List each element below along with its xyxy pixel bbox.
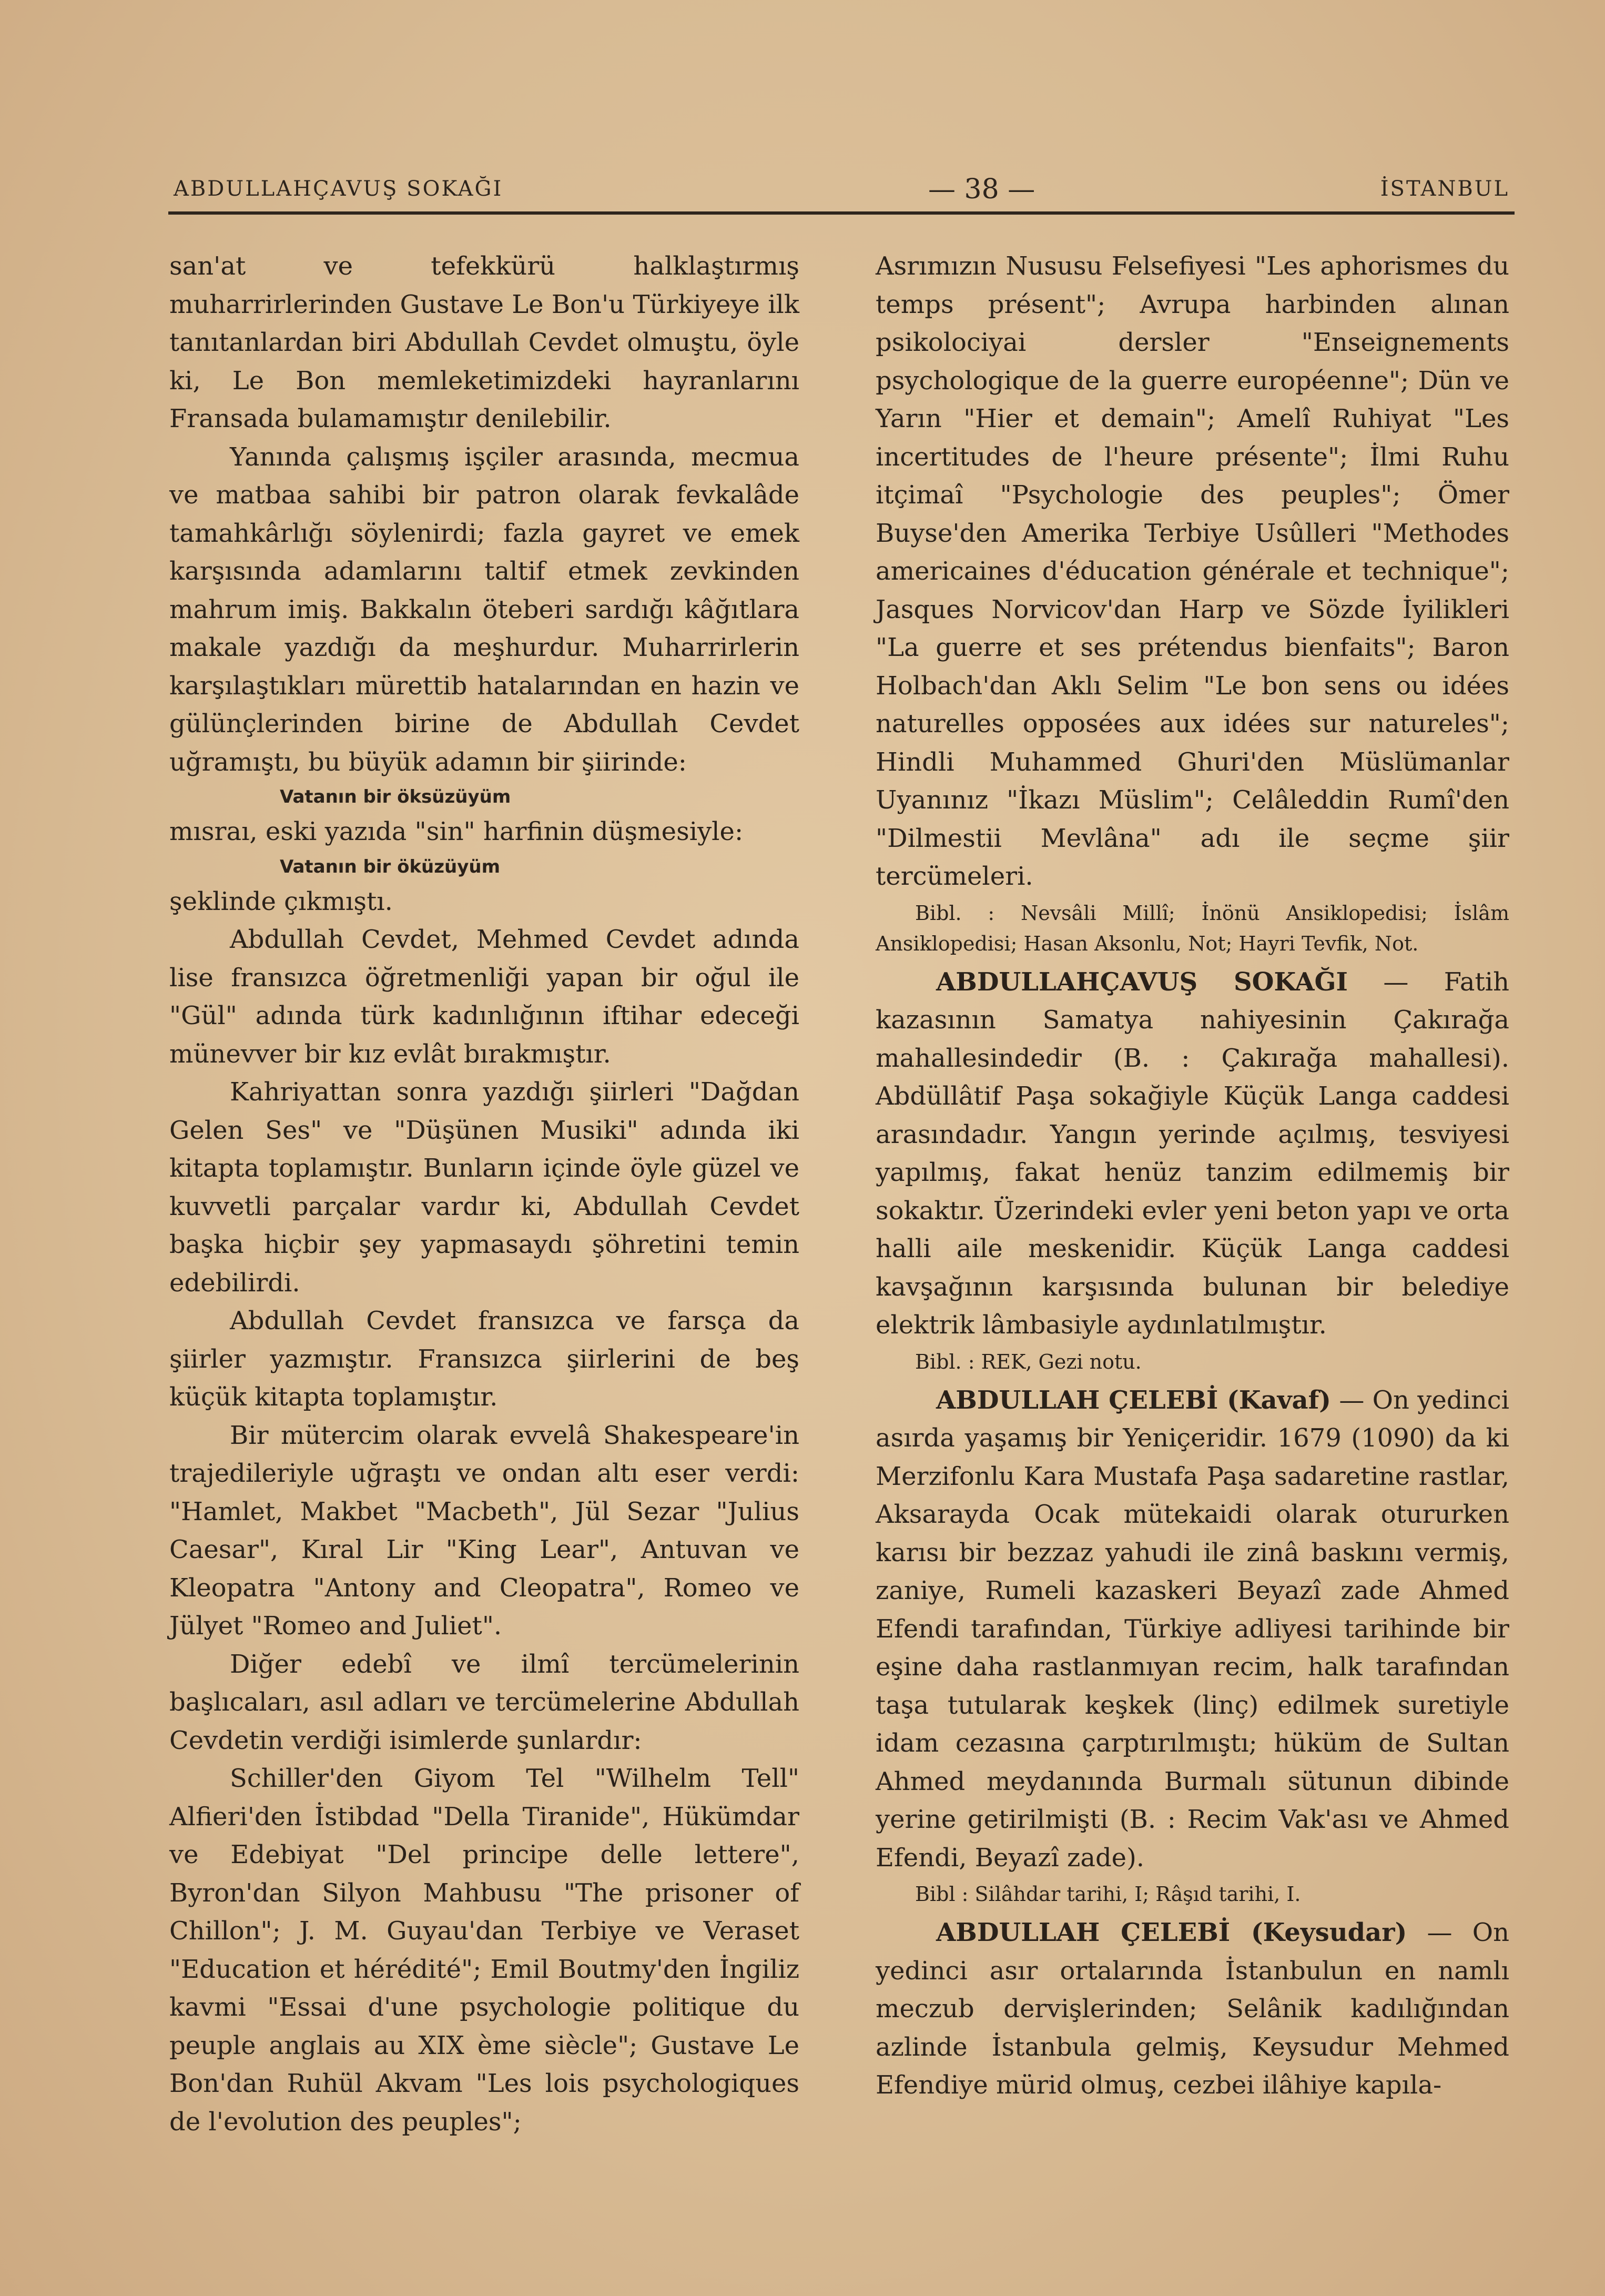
verse-line: Vatanın bir öküzüyüm [280, 856, 501, 877]
paragraph: mısraı, eski yazıda "sin" harfinin düşmesiyle: [169, 817, 744, 846]
entry-abdullah-celebi-keysudar [876, 1914, 1509, 2105]
entry-text: — Fatih kazasının Samatya nahiyesinin Çakırağa mahallesindedir (B. : Çakırağa mahallesi). Abdüllâtif Paşa sokağiyle Küçük Langa caddesi arasındadır. Yangın yerinde açılmış, tesviyesi yapılmış, fakat henüz tanzim edilmemiş bir sokaktır. Üzerindeki evler yeni beton yapı ve orta halli aile meskenidir. Küçük Langa caddesi kavşağının karşısında bulunan bir belediye elektrik lâmbasiyle aydınlatılmıştır. [876, 967, 1510, 1340]
section-title: İSTANBUL [1380, 177, 1509, 201]
paragraph: Abdullah Cevdet fransızca ve farsça da şiirler yazmıştır. Fransızca şiirlerini de beş küçük kitapta toplamıştır. [169, 1306, 799, 1412]
entry-heading: ABDULLAHÇAVUŞ SOKAĞI [936, 967, 1348, 997]
right-column [876, 247, 1509, 2105]
paragraph: Kahriyattan sonra yazdığı şiirleri "Dağdan Gelen Ses" ve "Düşünen Musiki" adında iki kitapta toplamıştır. Bunların içinde öyle güzel ve kuvvetli parçalar vardır ki, Abdullah Cevdet başka hiçbir şey yapmasaydı şöhretini temin edebilirdi. [169, 1077, 799, 1298]
paragraph: Schiller'den Giyom Tel "Wilhelm Tell" Alfieri'den İstibdad "Della Tiranide", Hükümdar ve Edebiyat "Del principe delle lettere", Byron'dan Silyon Mahbusu "The prisoner of Chillon"; J. M. Guyau'dan Terbiye ve Veraset "Education et hérédité"; Emil Boutmy'den İngiliz kavmi "Essai d'une psychologie politique du peuple anglais au XIX ème siècle"; Gustave Le Bon'dan Ruhül Akvam "Les lois psychologiques de l'evolution des peuples"; [169, 1764, 799, 2137]
header-rule [168, 211, 1515, 215]
bibliography: Bibl. : Nevsâli Millî; İnönü Ansiklopedisi; İslâm Ansiklopedisi; Hasan Aksonlu, Not; Hayri Tevfik, Not. [876, 901, 1509, 955]
paragraph: şeklinde çıkmıştı. [169, 886, 393, 916]
bibliography: Bibl : Silâhdar tarihi, I; Râşıd tarihi, I. [915, 1883, 1301, 1906]
entry-heading: ABDULLAH ÇELEBİ (Kavaf) [936, 1385, 1331, 1415]
paragraph: Diğer edebî ve ilmî tercümelerinin başlıcaları, asıl adları ve tercümelerine Abdullah Cevdetin verdiği isimlerde şunlardır: [169, 1649, 799, 1755]
paragraph: san'at ve tefekkürü halklaştırmış muharrirlerinden Gustave Le Bon'u Türkiyeye ilk tanıtanlardan biri Abdullah Cevdet olmuştu, öyle ki, Le Bon memleketimizdeki hayranlarını Fransada bulamamıştır denilebilir. [169, 251, 799, 433]
paragraph: Yanında çalışmış işçiler arasında, mecmua ve matbaa sahibi bir patron olarak fevkalâde tamahkârlığı söylenirdi; fazla gayret ve emek karşısında adamlarını taltif etmek zevkinden mahrum imiş. Bakkalın öteberi sardığı kâğıtlara makale yazdığı da meşhurdur. Muharrirlerin karşılaştıkları mürettib hatalarından en hazin ve gülünçlerinden birine de Abdullah Cevdet uğramıştı, bu büyük adamın bir şiirinde: [169, 442, 799, 777]
bibliography: Bibl. : REK, Gezi notu. [915, 1350, 1142, 1373]
entry-text: — On yedinci asırda yaşamış bir Yeniçeridir. 1679 (1090) da ki Merzifonlu Kara Mustafa Paşa sadaretine rastlar, Aksarayda Ocak mütekaidi olarak otururken karısı bir bezzaz yahudi ile zinâ baskını vermiş, zaniye, Rumeli kazaskeri Beyazî zade Ahmed Efendi tarafından, Türkiye adliyesi tarihinde bir eşine daha rastlanmıyan recim, halk tarafından taşa tutularak keşkek (linç) edilmek suretiyle idam cezasına çarptırılmıştı; hüküm de Sultan Ahmed meydanında Burmalı sütunun dibinde yerine getirilmişti (B. : Recim Vak'ası ve Ahmed Efendi, Beyazî zade). [876, 1385, 1510, 1873]
paragraph: Asrımızın Nususu Felsefiyesi "Les aphorismes du temps présent"; Avrupa harbinden alınan psikolociyai dersler "Enseignements psychologique de la guerre européenne"; Dün ve Yarın "Hier et demain"; Amelî Ruhiyat "Les incertitudes de l'heure présente"; İlmi Ruhu itçimaî "Psychologie des peuples"; Ömer Buyse'den Amerika Terbiye Usûlleri "Methodes americaines d'éducation générale et technique"; Jasques Norvicov'dan Harp ve Sözde İyilikleri "La guerre et ses prétendus bienfaits"; Baron Holbach'dan Aklı Selim "Le bon sens ou idées naturelles opposées aux idées sur natureles"; Hindli Muhammed Ghuri'den Müslümanlar Uyanınız "İkazı Müslim"; Celâleddin Rumî'den "Dilmestii Mevlâna" adı ile seçme şiir tercümeleri. [876, 251, 1509, 891]
verse-line: Vatanın bir öksüzüyüm [280, 786, 511, 807]
entry-abdullah-celebi-kavaf [876, 1381, 1509, 1877]
entry-heading: ABDULLAH ÇELEBİ (Keysudar) [936, 1918, 1407, 1947]
paragraph: Abdullah Cevdet, Mehmed Cevdet adında lise fransızca öğretmenliği yapan bir oğul ile "Gül" adında türk kadınlığının iftihar edeceği münevver bir kız evlât bırakmıştır. [169, 925, 799, 1069]
running-title: ABDULLAHÇAVUŞ SOKAĞI [174, 177, 503, 201]
entry-abdullahcavus-sokagi [876, 963, 1509, 1344]
left-column [169, 247, 799, 2141]
paragraph: Bir mütercim olarak evvelâ Shakespeare'in trajedileriyle uğraştı ve ondan altı eser verdi: "Hamlet, Makbet "Macbeth", Jül Sezar "Julius Caesar", Kıral Lir "King Lear", Antuvan ve Kleopatra "Antony and Cleopatra", Romeo ve Jülyet "Romeo and Juliet". [169, 1420, 799, 1641]
page-header [174, 174, 1509, 210]
entry-text: — On yedinci asır ortalarında İstanbulun en namlı meczub dervişlerinden; Selânik kadılığından azlinde İstanbula gelmiş, Keysudur Mehmed Efendiye mürid olmuş, cezbei ilâhiye kapıla- [876, 1918, 1509, 2100]
page-number: — 38 — [928, 174, 1035, 205]
